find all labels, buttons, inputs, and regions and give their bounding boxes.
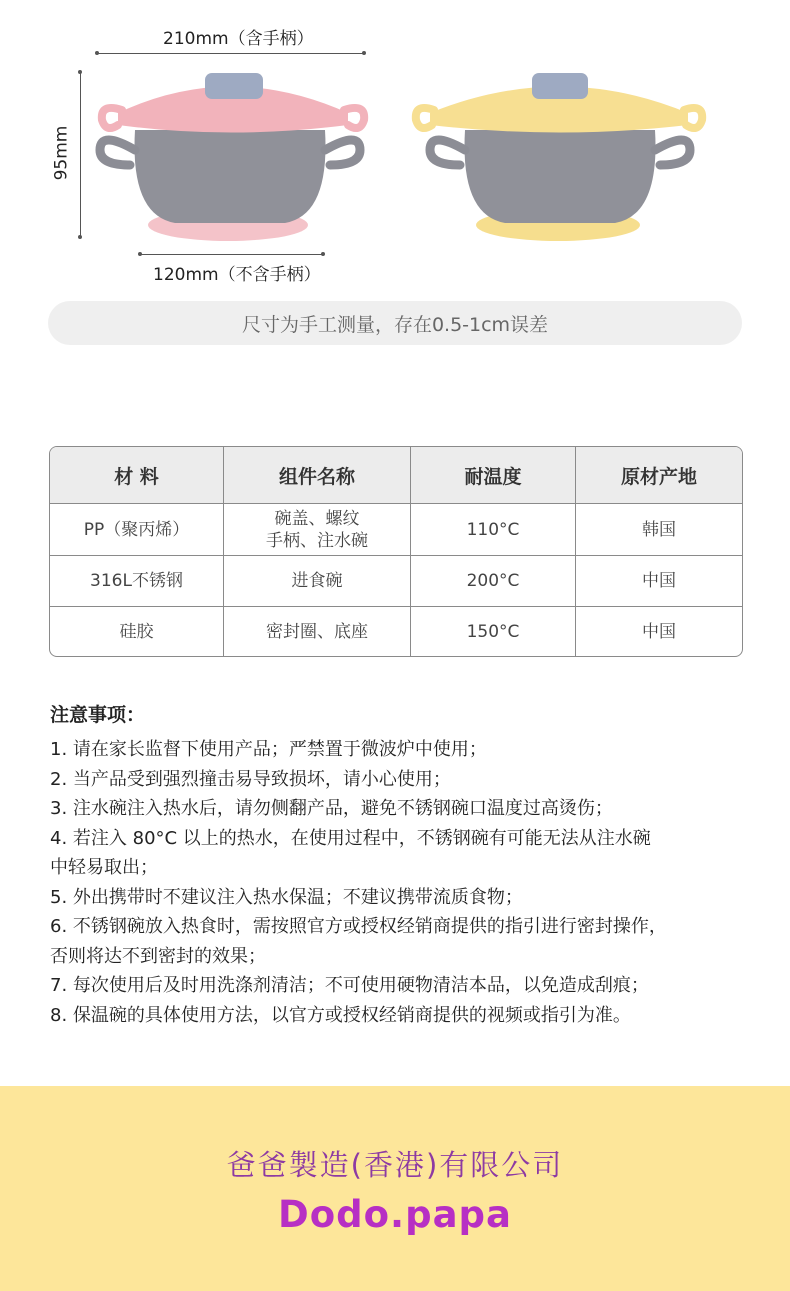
width-dimension-label: 210mm（含手柄） (163, 29, 314, 49)
cell-material: 316L不锈钢 (50, 556, 224, 607)
header-temperature: 耐温度 (411, 447, 576, 504)
header-component: 组件名称 (224, 447, 411, 504)
cell-temperature: 200°C (411, 556, 576, 607)
cell-component (224, 504, 411, 556)
height-dimension-dot-bottom (78, 235, 82, 239)
width-dimension-dot-right (362, 51, 366, 55)
base-dimension-label: 120mm（不含手柄） (153, 265, 321, 285)
note-item: 5. 外出携带时不建议注入热水保温；不建议携带流质食物； (50, 886, 523, 908)
base-dimension-dot-right (321, 252, 325, 256)
height-dimension-dot-top (78, 70, 82, 74)
product-image-area (0, 0, 790, 300)
cell-material: 硅胶 (50, 607, 224, 658)
note-item: 7. 每次使用后及时用洗涤剂清洁；不可使用硬物清洁本品，以免造成刮痕； (50, 975, 649, 996)
cell-temperature: 150°C (411, 607, 576, 658)
brand-logo: Dodo.papa (278, 1193, 512, 1236)
cell-origin: 中国 (642, 622, 676, 643)
cell-temperature: 110°C (411, 504, 576, 556)
note-item: 2. 当产品受到强烈撞击易导致损坏，请小心使用； (50, 768, 451, 790)
cell-component-line: 手柄、注水碗 (266, 530, 368, 551)
base-dimension-line (140, 254, 323, 255)
footer-banner (0, 1086, 790, 1291)
table-header-row (50, 447, 742, 504)
cell-material: PP（聚丙烯） (50, 504, 224, 556)
table-row (50, 556, 742, 607)
header-material: 材 料 (50, 447, 224, 504)
note-item: 否则将达不到密封的效果； (50, 945, 266, 967)
note-item: 4. 若注入 80°C 以上的热水，在使用过程中，不锈钢碗有可能无法从注水碗 (50, 827, 651, 849)
notes-title: 注意事项： (50, 704, 146, 726)
table-row (50, 504, 742, 556)
pink-bowl-image (90, 65, 390, 250)
cell-origin: 中国 (576, 556, 743, 607)
usage-notes (50, 700, 760, 1030)
header-origin: 原材产地 (576, 447, 743, 504)
table-row (50, 607, 742, 658)
note-item: 6. 不锈钢碗放入热食时，需按照官方或授权经销商提供的指引进行密封操作， (50, 916, 667, 937)
cell-origin: 韩国 (576, 504, 743, 556)
note-item: 8. 保温碗的具体使用方法，以官方或授权经销商提供的视频或指引为准。 (50, 1004, 631, 1026)
height-dimension-label: 95mm (51, 125, 72, 181)
yellow-bowl-image (410, 65, 710, 250)
spec-table (49, 446, 743, 657)
width-dimension-dot-left (95, 51, 99, 55)
base-dimension-dot-left (138, 252, 142, 256)
cell-component: 进食碗 (224, 556, 411, 607)
measurement-note-banner: 尺寸为手工测量，存在0.5-1cm误差 (48, 301, 742, 345)
note-item: 中轻易取出； (50, 857, 158, 878)
note-item: 3. 注水碗注入热水后，请勿侧翻产品，避免不锈钢碗口温度过高烫伤； (50, 798, 613, 819)
cell-component: 密封圈、底座 (224, 607, 411, 658)
cell-component-line: 碗盖、螺纹 (274, 508, 360, 529)
height-dimension-line (80, 72, 81, 237)
company-name: 爸爸製造(香港)有限公司 (226, 1148, 564, 1182)
note-item: 1. 请在家长监督下使用产品；严禁置于微波炉中使用； (50, 739, 487, 760)
width-dimension-line (97, 53, 364, 54)
